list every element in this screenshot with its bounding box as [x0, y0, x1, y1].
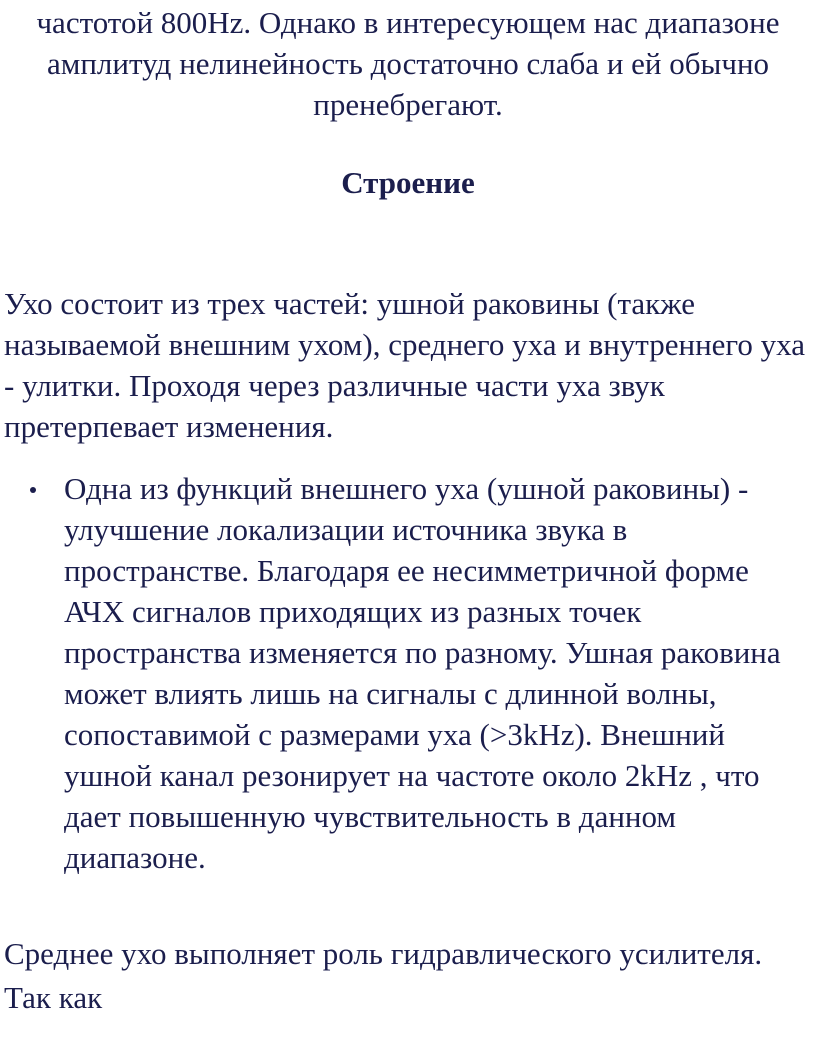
bullet-list: [0, 468, 816, 878]
list-item: [0, 468, 816, 878]
body-paragraph: Ухо состоит из трех частей: ушной раковины (также называемой внешним ухом), среднего уха и внутреннего уха - улитки. Проходя через различные части уха звук претерпевает изменения.: [4, 286, 805, 444]
section-heading: Строение: [341, 165, 475, 200]
intro-paragraph: частотой 800Hz. Однако в интересующем нас диапазоне амплитуд нелинейность достаточно слаба и ей обычно пренебрегают.: [36, 5, 780, 122]
closing-paragraph: Среднее ухо выполняет роль гидравлического усилителя. Так как: [4, 936, 763, 1015]
bullet-dot-icon: [30, 487, 36, 493]
list-item-text: Одна из функций внешнего уха (ушной раковины) - улучшение локализации источника звука в пространстве. Благодаря ее несимметричной форме АЧХ сигналов приходящих из разных точек пространства изменяется по разному. Ушная раковина может влиять лишь на сигналы с длинной волны, сопоставимой с размерами уха (>3kHz). Внешний ушной канал резонирует на частоте около 2kHz , что дает повышенную чувствительность в данном диапазоне.: [64, 471, 781, 875]
